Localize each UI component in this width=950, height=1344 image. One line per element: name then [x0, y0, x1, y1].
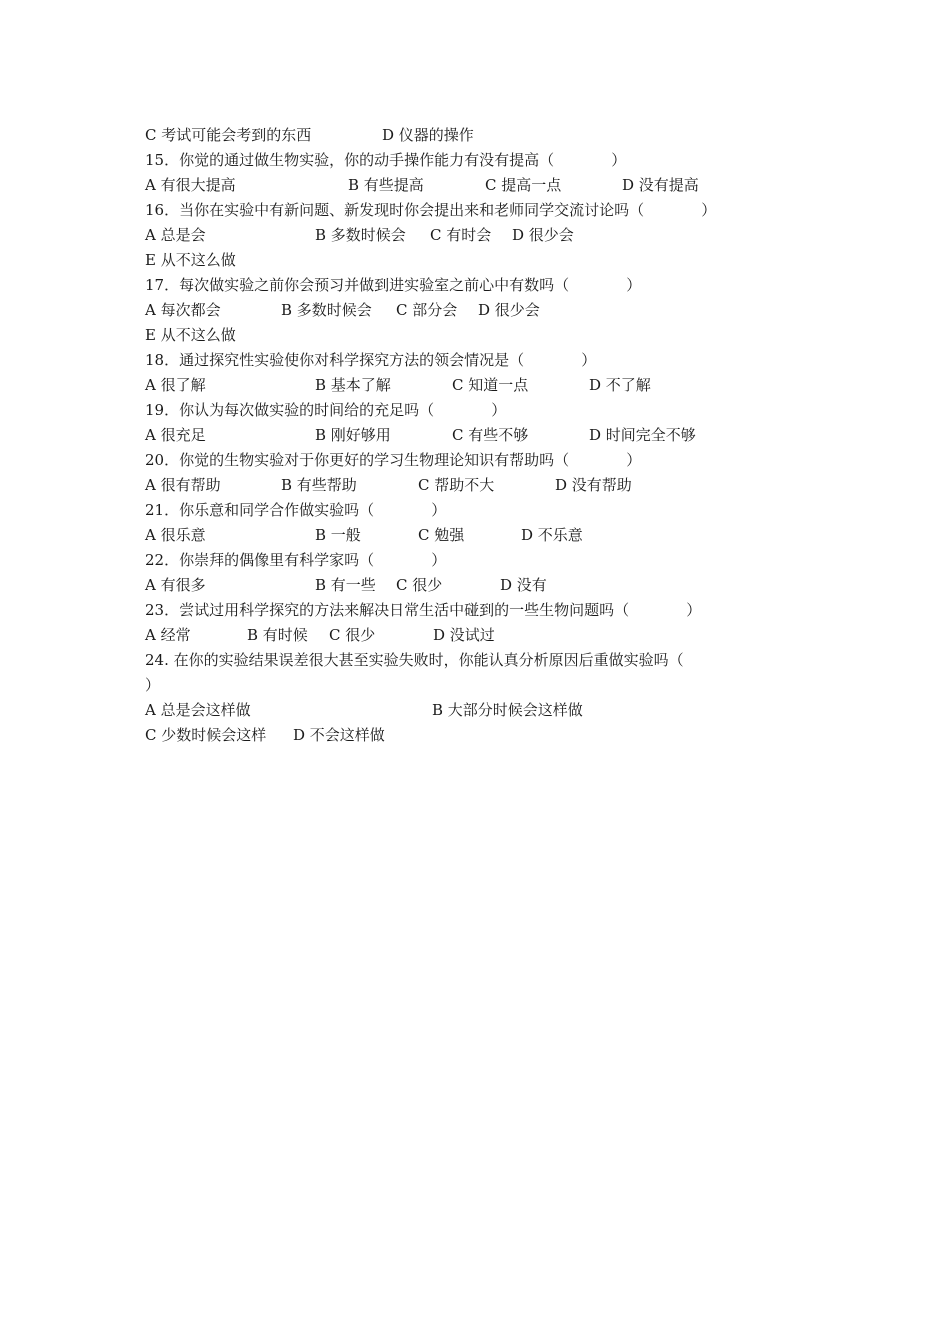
options-22: [145, 573, 547, 598]
question-24-bracket: [145, 673, 164, 698]
option-c: C 帮助不大: [418, 476, 495, 494]
option-c: C 勉强: [418, 526, 465, 544]
option-e: E 从不这么做: [145, 326, 236, 344]
options-21: [145, 523, 583, 548]
options-17: [145, 298, 540, 323]
options-18: [145, 373, 651, 398]
question-22: [145, 548, 447, 573]
question-text: 23．尝试过用科学探究的方法来解决日常生活中碰到的一些生物问题吗（ ）: [145, 601, 702, 619]
option-c: C 知道一点: [452, 376, 529, 394]
option-c: C 有些不够: [452, 426, 529, 444]
option-a: A 有很多: [145, 576, 206, 594]
option-c: C 有时会: [430, 226, 492, 244]
option-a: A 总是会这样做: [145, 701, 251, 719]
option-c: C 很少: [329, 626, 376, 644]
question-19: [145, 398, 507, 423]
question-18: [145, 348, 597, 373]
options-16: [145, 223, 574, 248]
options-20: [145, 473, 632, 498]
options-24-cd: [145, 723, 385, 748]
option-c: C 提高一点: [485, 176, 562, 194]
option-d: D 没试过: [433, 626, 495, 644]
question-text: 21．你乐意和同学合作做实验吗（ ）: [145, 501, 447, 519]
options-24: [145, 698, 583, 723]
option-b: B 有一些: [315, 576, 376, 594]
question-text: 16．当你在实验中有新问题、新发现时你会提出来和老师同学交流讨论吗（ ）: [145, 201, 717, 219]
option-line: [145, 123, 474, 148]
question-text: 17．每次做实验之前你会预习并做到进实验室之前心中有数吗（ ）: [145, 276, 642, 294]
option-a: A 总是会: [145, 226, 206, 244]
option-c: C 考试可能会考到的东西: [145, 126, 312, 144]
closing-bracket: ）: [145, 676, 161, 694]
option-d: D 仪器的操作: [382, 126, 474, 144]
option-d: D 没有帮助: [555, 476, 632, 494]
option-b: B 大部分时候会这样做: [432, 701, 583, 719]
question-text: 15．你觉的通过做生物实验，你的动手操作能力有没有提高（ ）: [145, 151, 627, 169]
options-19: [145, 423, 696, 448]
option-b: B 刚好够用: [315, 426, 391, 444]
options-15: [145, 173, 699, 198]
option-e: E 从不这么做: [145, 251, 236, 269]
question-text: 19．你认为每次做实验的时间给的充足吗（ ）: [145, 401, 507, 419]
option-b: B 有些帮助: [281, 476, 357, 494]
question-21: [145, 498, 447, 523]
option-d: D 时间完全不够: [589, 426, 696, 444]
option-a: A 经常: [145, 626, 191, 644]
options-16-e: [145, 248, 236, 273]
option-b: B 多数时候会: [315, 226, 406, 244]
option-d: D 不乐意: [521, 526, 583, 544]
option-d: D 很少会: [478, 301, 540, 319]
option-b: B 有些提高: [348, 176, 424, 194]
question-text: 24. 在你的实验结果误差很大甚至实验失败时，你能认真分析原因后重做实验吗（: [145, 651, 684, 669]
question-23: [145, 598, 702, 623]
option-a: A 很充足: [145, 426, 206, 444]
question-15: [145, 148, 627, 173]
option-d: D 没有提高: [622, 176, 699, 194]
option-c: C 很少: [396, 576, 443, 594]
option-b: B 一般: [315, 526, 361, 544]
option-b: B 有时候: [247, 626, 308, 644]
question-text: 20．你觉的生物实验对于你更好的学习生物理论知识有帮助吗（ ）: [145, 451, 642, 469]
option-a: A 很乐意: [145, 526, 206, 544]
option-b: B 多数时候会: [281, 301, 372, 319]
option-a: A 每次都会: [145, 301, 221, 319]
option-d: D 很少会: [512, 226, 574, 244]
option-a: A 很了解: [145, 376, 206, 394]
option-a: A 很有帮助: [145, 476, 221, 494]
question-24: [145, 648, 684, 673]
option-a: A 有很大提高: [145, 176, 236, 194]
option-c: C 少数时候会这样: [145, 726, 267, 744]
option-d: D 不会这样做: [293, 726, 385, 744]
question-text: 18．通过探究性实验使你对科学探究方法的领会情况是（ ）: [145, 351, 597, 369]
options-17-e: [145, 323, 236, 348]
question-20: [145, 448, 642, 473]
option-b: B 基本了解: [315, 376, 391, 394]
question-16: [145, 198, 717, 223]
question-17: [145, 273, 642, 298]
question-text: 22．你崇拜的偶像里有科学家吗（ ）: [145, 551, 447, 569]
option-c: C 部分会: [396, 301, 458, 319]
option-d: D 没有: [500, 576, 547, 594]
option-d: D 不了解: [589, 376, 651, 394]
options-23: [145, 623, 495, 648]
